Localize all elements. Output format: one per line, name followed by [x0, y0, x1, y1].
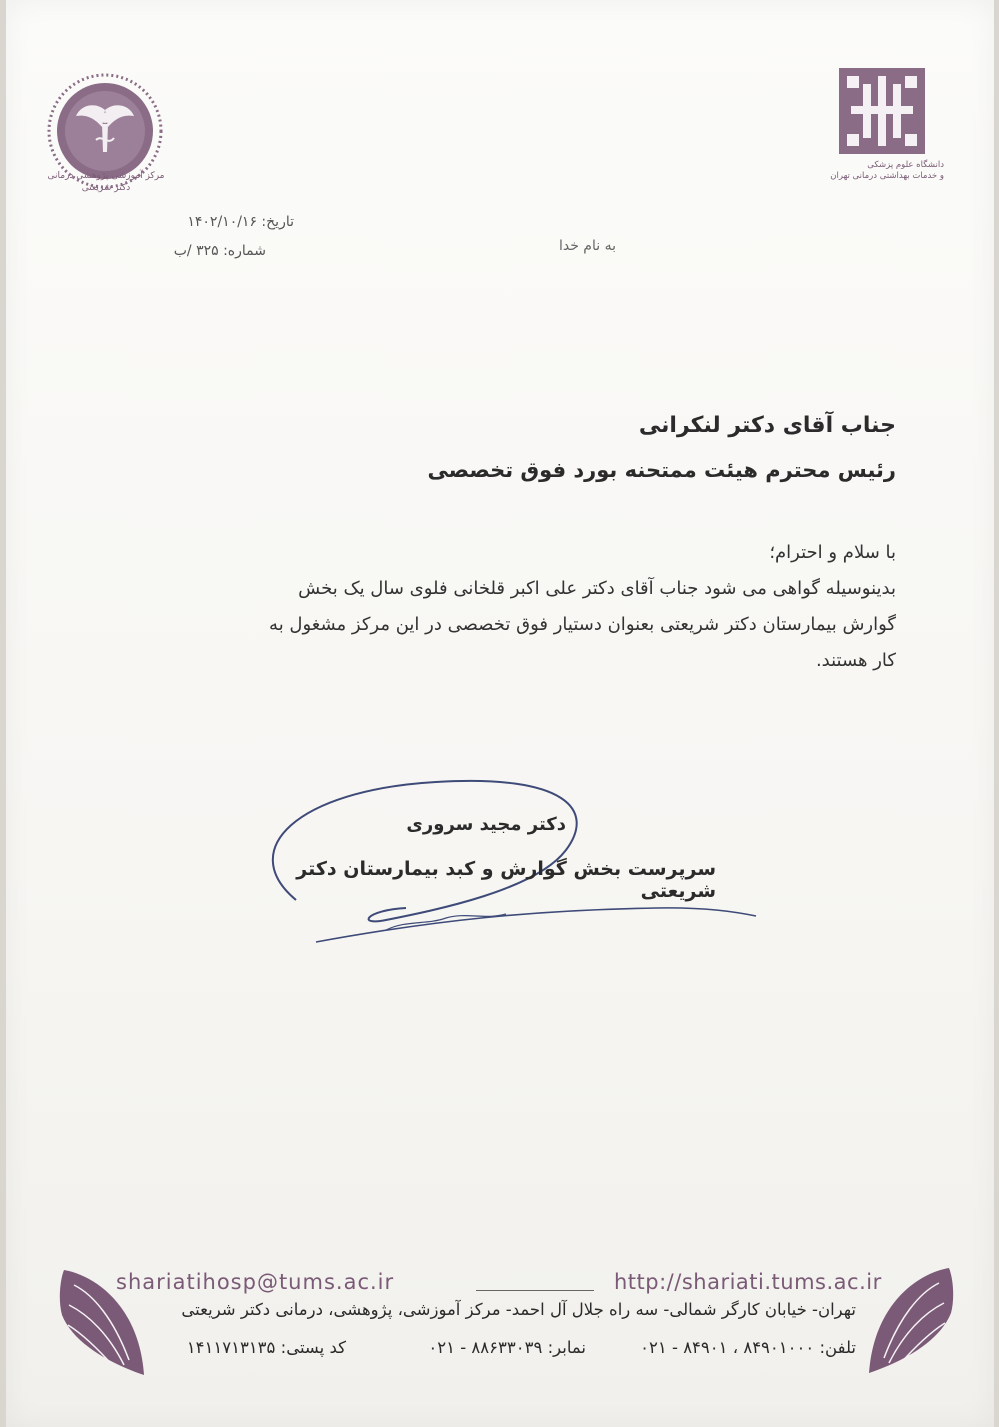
body-line-2: گوارش بیمارستان دکتر شریعتی بعنوان دستیار فوق تخصصی در این مرکز مشغول به [269, 614, 896, 635]
footer-address: تهران- خیابان کارگر شمالی- سه راه جلال آل احمد- مرکز آموزشی، پژوهشی، درمانی دکتر شریعتی [181, 1300, 856, 1319]
body-line-1: بدینوسیله گواهی می شود جناب آقای دکتر علی اکبر قلخانی فلوی سال یک بخش [298, 578, 896, 599]
seal-caption-line2: دکتر شریعتی [81, 183, 131, 193]
letter-date [136, 214, 294, 230]
uni-caption-line1: دانشگاه علوم پزشکی [867, 160, 944, 170]
university-caption [806, 160, 944, 182]
seal-caption-line1: مرکز آموزشی پژوهشی درمانی [47, 171, 165, 181]
footer-website[interactable]: http://shariati.tums.ac.ir [614, 1270, 882, 1294]
hospital-seal-caption [36, 170, 176, 194]
footer-phone: تلفن: ۸۴۹۰۱۰۰۰ ، ۸۴۹۰۱ - ۰۲۱ [640, 1338, 856, 1357]
letter-page [6, 0, 994, 1427]
number-label: شماره: [223, 243, 266, 259]
number-value: ۳۲۵ /ب [173, 243, 219, 259]
greeting: با سلام و احترام؛ [769, 542, 896, 563]
date-value: ۱۴۰۲/۱۰/۱۶ [187, 214, 257, 230]
letter-body [116, 535, 896, 679]
footer-fax: نمابر: ۸۸۶۳۳۰۳۹ - ۰۲۱ [428, 1338, 586, 1357]
addressee-title: رئیس محترم هیئت ممتحنه بورد فوق تخصصی [427, 458, 896, 482]
addressee-name: جناب آقای دکتر لنکرانی [638, 413, 896, 438]
basmala: به نام خدا [558, 238, 616, 254]
letter-number [136, 243, 266, 259]
uni-caption-line2: و خدمات بهداشتی درمانی تهران [830, 171, 944, 181]
body-line-3: کار هستند. [815, 650, 896, 671]
signatory-title: سرپرست بخش گوارش و کبد بیمارستان دکتر شریعتی [296, 858, 716, 902]
footer-email[interactable]: shariatihosp@tums.ac.ir [116, 1270, 395, 1294]
signatory-name: دکتر مجید سروری [406, 814, 566, 835]
university-logo [837, 66, 927, 156]
footer-divider [476, 1290, 594, 1291]
footer-postal-code: کد پستی: ۱۴۱۱۷۱۳۱۳۵ [186, 1338, 346, 1357]
date-label: تاریخ: [261, 214, 294, 230]
